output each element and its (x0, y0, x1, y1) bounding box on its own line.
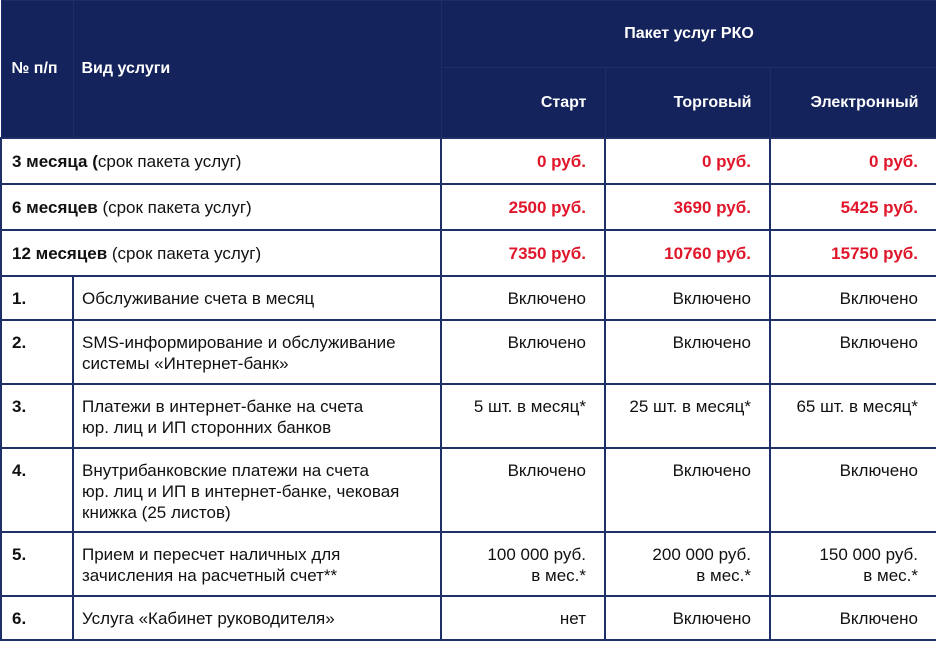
service-value: Включено (441, 276, 605, 320)
service-value: нет (441, 596, 605, 640)
service-value: Включено (441, 320, 605, 384)
service-row (1, 448, 936, 532)
service-value: Включено (770, 596, 936, 640)
service-name: Прием и пересчет наличных для зачисления на расчетный счет** (73, 532, 441, 596)
price-cell: 0 руб. (605, 138, 770, 184)
term-row-6-months (1, 184, 936, 230)
price-cell: 3690 руб. (605, 184, 770, 230)
service-value: 25 шт. в месяц* (605, 384, 770, 448)
price-cell: 0 руб. (441, 138, 605, 184)
service-name: Обслуживание счета в месяц (73, 276, 441, 320)
price-cell: 2500 руб. (441, 184, 605, 230)
term-label: 12 месяцев (срок пакета услуг) (1, 230, 441, 276)
term-row-3-months (1, 138, 936, 184)
service-row (1, 320, 936, 384)
service-value: Включено (605, 276, 770, 320)
service-name: Внутрибанковские платежи на счета юр. лиц и ИП в интернет-банке, чековая книжка (25 листов) (73, 448, 441, 532)
term-row-12-months (1, 230, 936, 276)
service-value: 200 000 руб. в мес.* (605, 532, 770, 596)
service-value: Включено (770, 448, 936, 532)
service-value: 100 000 руб. в мес.* (441, 532, 605, 596)
column-header-number: № п/п (1, 1, 73, 139)
term-label: 6 месяцев (срок пакета услуг) (1, 184, 441, 230)
service-value: Включено (605, 596, 770, 640)
price-cell: 5425 руб. (770, 184, 936, 230)
service-number: 4. (1, 448, 73, 532)
column-header-trade: Торговый (605, 68, 770, 139)
service-name: Услуга «Кабинет руководителя» (73, 596, 441, 640)
service-value: Включено (770, 276, 936, 320)
service-value: Включено (605, 448, 770, 532)
price-cell: 7350 руб. (441, 230, 605, 276)
price-cell: 10760 руб. (605, 230, 770, 276)
service-value: 65 шт. в месяц* (770, 384, 936, 448)
column-header-service: Вид услуги (73, 1, 441, 139)
column-header-electronic: Электронный (770, 68, 936, 139)
service-value: Включено (770, 320, 936, 384)
term-label: 3 месяца (срок пакета услуг) (1, 138, 441, 184)
column-header-start: Старт (441, 68, 605, 139)
service-number: 1. (1, 276, 73, 320)
service-row (1, 384, 936, 448)
service-number: 5. (1, 532, 73, 596)
service-name: SMS-информирование и обслуживание системы «Интернет-банк» (73, 320, 441, 384)
service-number: 6. (1, 596, 73, 640)
service-value: Включено (441, 448, 605, 532)
price-cell: 0 руб. (770, 138, 936, 184)
service-row (1, 276, 936, 320)
service-row (1, 532, 936, 596)
service-number: 2. (1, 320, 73, 384)
service-number: 3. (1, 384, 73, 448)
service-name: Платежи в интернет-банке на счета юр. лиц и ИП сторонних банков (73, 384, 441, 448)
service-row (1, 596, 936, 640)
service-value: 5 шт. в месяц* (441, 384, 605, 448)
column-header-package-group: Пакет услуг РКО (441, 1, 936, 68)
service-value: Включено (605, 320, 770, 384)
service-value: 150 000 руб. в мес.* (770, 532, 936, 596)
price-cell: 15750 руб. (770, 230, 936, 276)
